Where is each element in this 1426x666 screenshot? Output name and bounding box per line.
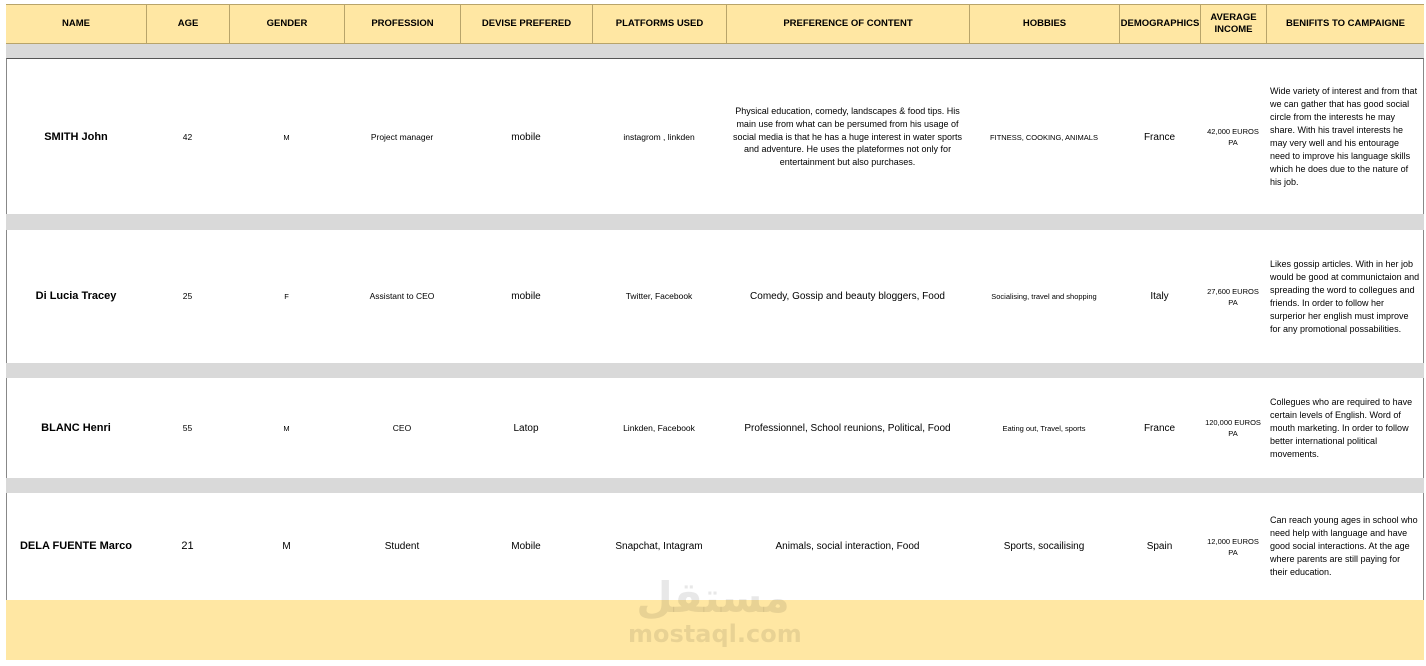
cell-device: Latop — [513, 422, 539, 434]
cell-gender: F — [284, 292, 289, 301]
header-gender: GENDER — [229, 5, 344, 43]
cell-benefits: Likes gossip articles. With in her job would be good at communictaion and spreading the word to collegues and friends. In order to follow her surperior her english must improve for any promotional possabilities. — [1270, 258, 1420, 334]
header-hobbies: HOBBIES — [969, 5, 1119, 43]
cell-hobbies: Socialising, travel and shopping — [991, 292, 1097, 301]
separator-band — [6, 44, 1424, 58]
cell-name: SMITH John — [44, 130, 108, 143]
cell-age: 42 — [182, 131, 193, 142]
cell-profession: Assistant to CEO — [369, 291, 435, 301]
cell-name: BLANC Henri — [41, 421, 111, 434]
cell-demographics: France — [1143, 422, 1176, 434]
cell-hobbies: FITNESS, COOKING, ANIMALS — [990, 132, 1098, 142]
header-content: PREFERENCE OF CONTENT — [726, 5, 969, 43]
header-income: AVERAGE INCOME — [1200, 5, 1266, 43]
cell-hobbies: Eating out, Travel, sports — [1002, 423, 1086, 433]
separator-band — [6, 214, 1424, 230]
table-row — [6, 378, 1424, 478]
header-benefits: BENIFITS TO CAMPAIGNE — [1266, 5, 1424, 43]
cell-device: mobile — [511, 131, 541, 143]
cell-demographics: Spain — [1146, 541, 1173, 552]
header-name: NAME — [62, 18, 90, 29]
cell-gender: M — [282, 541, 291, 552]
watermark-logo — [628, 573, 802, 648]
cell-age: 55 — [182, 422, 193, 433]
table-row — [6, 230, 1424, 363]
cell-gender: M — [283, 423, 290, 433]
cell-hobbies: Sports, socailising — [1003, 541, 1085, 552]
watermark-latin: mostaql.com — [628, 620, 802, 648]
header-platforms: PLATFORMS USED — [592, 5, 726, 43]
cell-content: Animals, social interaction, Food — [775, 541, 920, 552]
header-demographics: DEMOGRAPHICS — [1119, 5, 1200, 43]
cell-age: 25 — [182, 291, 193, 301]
cell-income: 12,000 EUROS PA — [1207, 536, 1259, 557]
header-device: DEVISE PREFERED — [460, 5, 592, 43]
cell-platforms: instagrom , linkden — [623, 131, 695, 142]
cell-device: Mobile — [511, 541, 541, 552]
cell-gender: M — [283, 132, 290, 142]
header-age: AGE — [146, 5, 229, 43]
cell-platforms: Twitter, Facebook — [625, 291, 693, 301]
cell-benefits: Wide variety of interest and from that we can gather that has good social circle from the interests he may share. With his travel interests he may very well and his entourage need to improve his language skills which he does due to the nature of his job. — [1270, 86, 1418, 187]
cell-platforms: Snapchat, Intagram — [615, 541, 703, 552]
cell-content: Physical education, comedy, landscapes & food tips. His main use from what can be persumed from his usage of social media is that he has a huge interest in water sports and adventure. He uses the plateformes not only for entertainment but also purchases. — [732, 106, 963, 168]
cell-profession: Project manager — [370, 131, 434, 142]
cell-demographics: France — [1143, 131, 1176, 143]
cell-benefits: Can reach young ages in school who need help with language and have good social interactions. At the age where parents are still paying for their education. — [1270, 515, 1418, 577]
cell-content: Comedy, Gossip and beauty bloggers, Food — [750, 291, 945, 302]
watermark-arabic: مستقل — [636, 573, 790, 622]
table-row — [6, 60, 1424, 214]
cell-platforms: Linkden, Facebook — [623, 422, 695, 433]
cell-name: DELA FUENTE Marco — [19, 540, 133, 552]
table-header — [6, 4, 1424, 44]
cell-demographics: Italy — [1150, 291, 1169, 302]
cell-benefits: Collegues who are required to have certain levels of English. Word of mouth marketing. In order to follow better international political movements. — [1270, 396, 1413, 459]
separator-band — [6, 363, 1424, 378]
cell-profession: CEO — [392, 422, 412, 433]
cell-income: 27,600 EUROS PA — [1207, 286, 1259, 307]
cell-profession: Student — [384, 541, 420, 552]
cell-content: Professionnel, School reunions, Political, Food — [744, 422, 951, 434]
cell-name: Di Lucia Tracey — [35, 290, 117, 302]
cell-age: 21 — [181, 540, 194, 552]
cell-device: mobile — [511, 291, 541, 302]
separator-band — [6, 478, 1424, 493]
cell-income: 42,000 EUROS PA — [1207, 127, 1259, 147]
header-profession: PROFESSION — [344, 5, 460, 43]
cell-income: 120,000 EUROS PA — [1205, 418, 1261, 438]
